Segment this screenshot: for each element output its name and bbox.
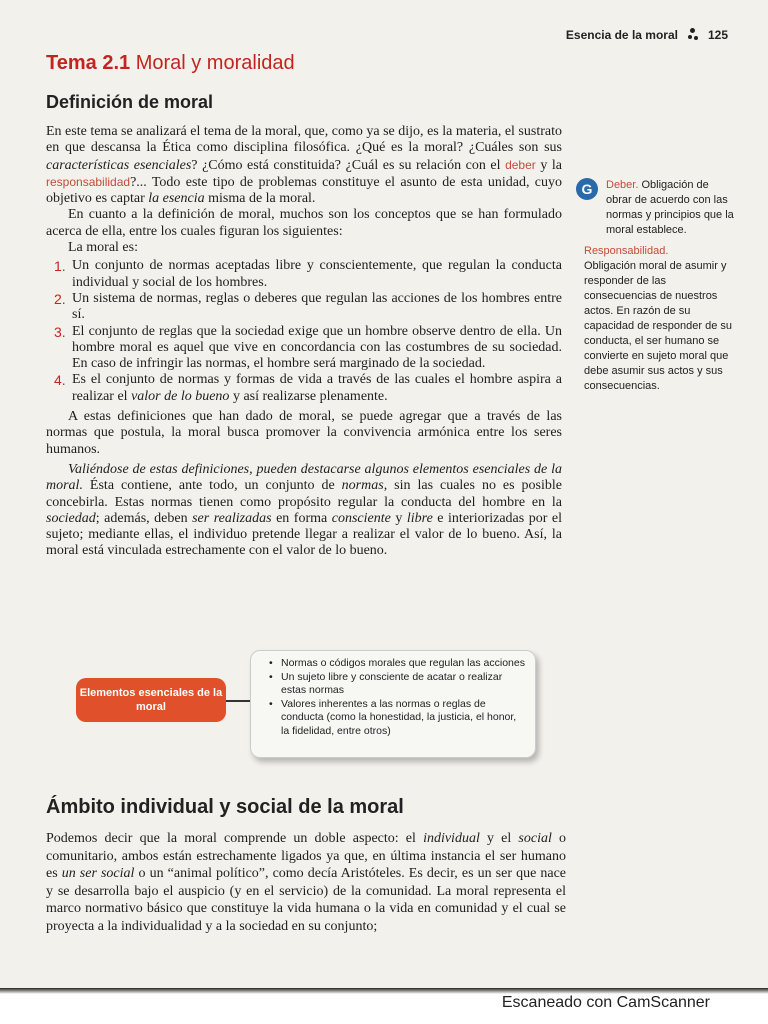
list-item: • Valores inherentes a las normas o reglas de conducta (como la honestidad, la justicia, el honor, la fidelidad, entre otros) — [273, 698, 527, 739]
intro-paragraph-2: En cuanto a la definición de moral, muchos son los conceptos que se han formulado acerca de ella, entre los cuales figuran los siguientes: — [46, 207, 562, 239]
list-item: 2. Un sistema de normas, reglas o deberes que regulan las acciones de los hombres entre sí. — [54, 290, 562, 323]
topic-title — [46, 52, 295, 75]
list-item: • Un sujeto libre y consciente de acatar o realizar estas normas — [273, 671, 527, 698]
intro-paragraph: En este tema se analizará el tema de la moral, que, como ya se dijo, es la materia, el sustrato en que descansa la Ética como disciplina filosófica. ¿Qué es la moral? ¿Cuáles son sus características esenciales? ¿Cómo está constituida? ¿Cuál es su relación con el deber y la responsabilidad?... Todo este tipo de problemas constituye el asunto de esta unidad, cuyo objetivo es captar la esencia misma de la moral. — [46, 124, 562, 207]
glossary-deber: Deber. Obligación de obrar de acuerdo con las normas y principios que la moral establece. — [606, 179, 734, 236]
section-heading-ambito: Ámbito individual y social de la moral — [46, 796, 404, 818]
list-item: 1. Un conjunto de normas aceptadas libre y conscientemente, que regulan la conducta individual y social de los hombres. — [54, 258, 562, 290]
glossary-icon: G — [576, 178, 598, 200]
keyword-responsabilidad[interactable]: responsabilidad — [46, 174, 131, 189]
running-header — [566, 28, 728, 42]
topic-number: Tema 2.1 — [46, 52, 131, 74]
list-item: 3. El conjunto de reglas que la sociedad exige que un hombre observe dentro de ella. Un hombre moral es aquel que vive en concordancia con las costumbres de su sociedad. En caso de infringir las normas, el hombre será marginado de la sociedad. — [54, 323, 562, 372]
diagram-box — [250, 650, 536, 758]
diagram-connector — [226, 700, 252, 702]
scanner-watermark: Escaneado con CamScanner — [501, 994, 710, 1011]
diagram-list — [265, 657, 527, 738]
paragraph-elements: Valiéndose de estas definiciones, pueden destacarse algunos elementos esenciales de la moral. Ésta contiene, ante todo, un conjunto de normas, sin las cuales no es posible concebirla. Estas normas tienen como propósito regular la conducta del hombre en la sociedad; además, deben ser realizadas en forma consciente y libre e interiorizadas por el sujeto; mediante ellas, el individuo pretende llegar a realizar el valor de lo bueno. Así, la moral está vinculada estrechamente con el valor de lo bueno. — [46, 461, 563, 559]
diagram-label: Elementos esenciales de la moral — [76, 678, 226, 722]
dots-icon — [688, 28, 698, 42]
list-item: • Normas o códigos morales que regulan las acciones — [273, 657, 527, 671]
paragraph-after-list: A estas definiciones que han dado de moral, se puede agregar que a través de las normas que postula, la moral busca promover la convivencia armónica entre los seres humanos. — [46, 409, 562, 457]
keyword-deber[interactable]: deber — [505, 157, 536, 172]
list-item: 4. Es el conjunto de normas y formas de vida a través de las cuales el hombre aspira a realizar el valor de lo bueno y así realizarse plenamente. — [54, 372, 562, 404]
topic-name: Moral y moralidad — [135, 52, 295, 74]
definitions-list — [46, 258, 562, 405]
glossary-sidebar — [581, 178, 734, 394]
glossary-responsabilidad: Responsabilidad. Obligación moral de asumir y responder de las consecuencias de nuestros actos. En razón de su capacidad de responder de su conducta, el ser humano se convierte en sujeto moral que debe asumir sus actos y sus consecuencias. — [584, 245, 732, 392]
section-heading-definicion: Definición de moral — [46, 92, 214, 112]
page-number: 125 — [707, 28, 728, 42]
section-title: Esencia de la moral — [565, 28, 678, 42]
main-text — [46, 124, 562, 560]
intro-paragraph-3: La moral es: — [68, 240, 138, 256]
ambito-paragraph: Podemos decir que la moral comprende un doble aspecto: el individual y el social o comunitario, ambos están estrechamente ligados ya que, en última instancia el ser humano es un ser social o un “animal político”, como decía Aristóteles. Es decir, es un ser que nace y se desarrolla bajo el auspicio (y en el servicio) de la comunidad. La moral representa el marco normativo básico que constituye la vida humana o la vida en comunidad y el cual se proyecta a la individualidad y a la sociedad en su conjunto; — [46, 831, 567, 934]
